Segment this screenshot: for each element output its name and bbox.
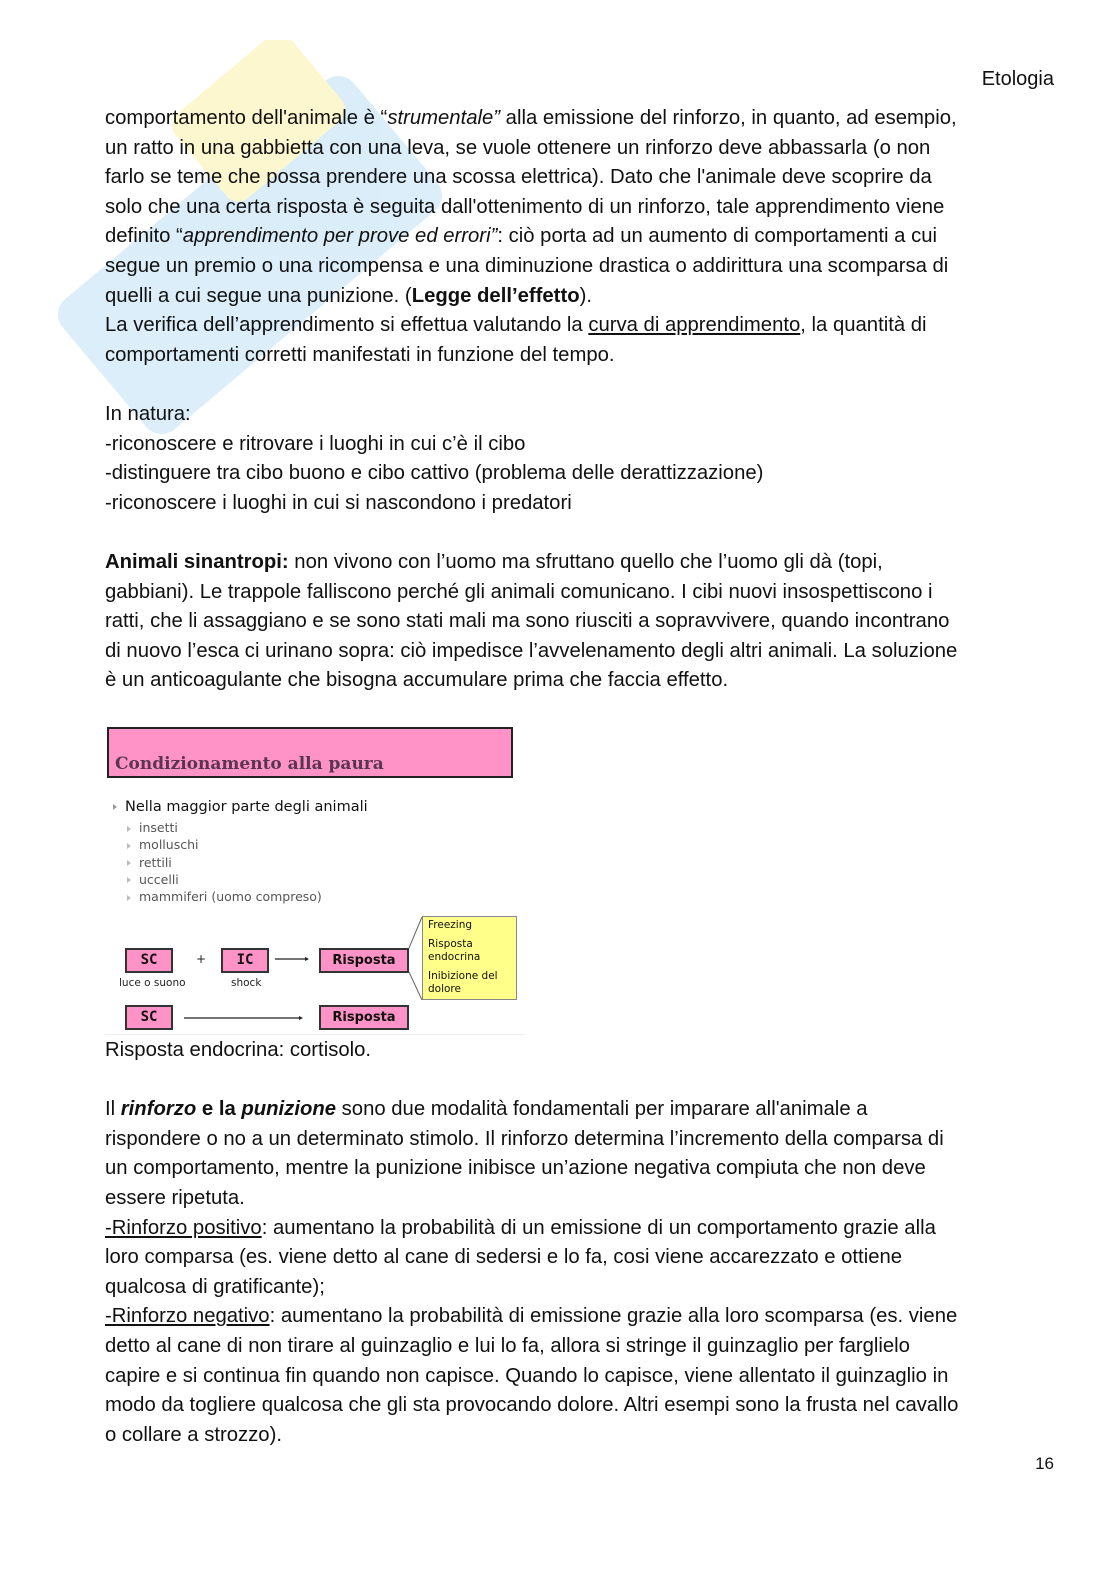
text-span: ). <box>579 284 592 307</box>
text-line <box>105 1421 1065 1451</box>
text-span: quelli a cui segue una punizione. ( <box>105 284 412 307</box>
text-line <box>105 548 1065 578</box>
ic-box: IC <box>221 948 269 973</box>
text-line <box>105 370 1065 400</box>
text-span: gabbiani). Le trappole falliscono perché gli animali comunicano. I cibi nuovi insospettiscono i <box>105 580 933 603</box>
text-line <box>105 1066 1065 1096</box>
text-line <box>105 104 1065 134</box>
body-text-bottom <box>105 1036 1065 1450</box>
text-line <box>105 1095 1065 1125</box>
response-box: Risposta <box>319 948 409 973</box>
response-box-2: Risposta <box>319 1005 409 1030</box>
text-line <box>105 518 1065 548</box>
document-header: Etologia <box>981 68 1054 90</box>
sub-bullet-text: mammiferi (uomo compreso) <box>139 889 322 905</box>
text-line <box>105 1036 1065 1066</box>
text-line <box>105 1391 1065 1421</box>
sc-label: luce o suono <box>119 977 186 989</box>
text-line <box>105 1243 1065 1273</box>
text-span: un ratto in una gabbietta con una leva, se vuole ottenere un rinforzo deve abbassarla (o non <box>105 136 931 159</box>
text-line <box>105 666 1065 696</box>
response-pain-inhibition: Inibizione del dolore <box>428 970 498 995</box>
text-span: è un anticoagulante che bisogna accumulare prima che faccia effetto. <box>105 669 729 692</box>
text-span: essere ripetuta. <box>105 1186 245 1209</box>
text-span: Animali sinantropi: <box>105 550 289 573</box>
text-span: La verifica dell’apprendimento si effettua valutando la <box>105 314 589 337</box>
text-span: Legge dell’effetto <box>411 284 580 307</box>
text-line <box>105 134 1065 164</box>
text-span: farlo se teme che possa prendere una scossa elettrica). Dato che l'animale deve scoprire da <box>105 166 932 189</box>
text-span: un comportamento, mentre la punizione inibisce un’azione negativa compiuta che non deve <box>105 1157 926 1180</box>
text-span: o collare a strozzo). <box>105 1423 282 1446</box>
text-span: ratti, che li assaggiano e se sono stati mali ma sono riusciti a sopravvivere, quando incontrano <box>105 610 950 633</box>
bracket-bottom <box>409 972 422 1000</box>
text-line <box>105 607 1065 637</box>
text-span: modo da togliere qualcosa che gli sta provocando dolore. Altri esempi sono la frusta nel cavallo <box>105 1394 959 1417</box>
sub-bullet-text: uccelli <box>139 871 179 887</box>
text-span: In natura: <box>105 402 191 425</box>
page-number: 16 <box>1035 1454 1054 1473</box>
text-line <box>105 400 1065 430</box>
text-span: qualcosa di gratificante); <box>105 1275 325 1298</box>
text-line <box>105 1154 1065 1184</box>
text-span: sono due modalità fondamentali per imparare all'animale a <box>336 1098 868 1121</box>
response-endocrine: Risposta endocrina <box>428 938 481 963</box>
text-line <box>105 578 1065 608</box>
text-span: curva di apprendimento <box>588 314 801 337</box>
text-line <box>105 193 1065 223</box>
text-line <box>105 222 1065 252</box>
response-freezing: Freezing <box>428 919 473 931</box>
text-span: Il <box>105 1098 121 1121</box>
text-span: segue un premio o una ricompensa e una diminuzione drastica o addirittura una scomparsa di <box>105 254 949 277</box>
fear-conditioning-figure <box>105 722 525 1035</box>
text-span: : aumentano la probabilità di un emissione di un comportamento grazie alla <box>261 1216 936 1239</box>
bracket-top <box>409 917 422 948</box>
text-span: comportamenti corretti manifestati in funzione del tempo. <box>105 343 615 366</box>
text-span: capire e si continua fin quando non capisce. Quando lo capisce, viene allentato il guinzaglio in <box>105 1364 949 1387</box>
ic-label: shock <box>231 977 262 989</box>
text-line <box>105 459 1065 489</box>
text-line <box>105 252 1065 282</box>
text-span: loro comparsa (es. viene detto al cane di sedersi e lo fa, cosi viene accarezzato e ottiene <box>105 1246 903 1269</box>
text-span: alla emissione del rinforzo, in quanto, ad esempio, <box>500 107 957 129</box>
text-span: -Rinforzo negativo <box>105 1305 270 1328</box>
text-span: comportamento dell'animale è “ <box>105 107 388 129</box>
sc-box: SC <box>125 948 173 973</box>
text-span: definito “ <box>105 225 183 248</box>
text-line <box>105 489 1065 519</box>
sc-box-2: SC <box>125 1005 173 1030</box>
text-line <box>105 282 1065 312</box>
sub-bullet-text: molluschi <box>139 837 199 853</box>
text-span: strumentale” <box>387 107 501 129</box>
sub-bullet-text: insetti <box>139 820 178 835</box>
plus-sign: + <box>196 952 207 966</box>
text-line <box>105 1184 1065 1214</box>
text-line <box>105 341 1065 371</box>
text-span: -riconoscere e ritrovare i luoghi in cui c’è il cibo <box>105 432 526 455</box>
text-span: rispondere o no a un determinato stimolo. Il rinforzo determina l’incremento della comparsa di <box>105 1127 944 1150</box>
text-span: rinforzo <box>120 1098 197 1121</box>
text-span: -riconoscere i luoghi in cui si nascondono i predatori <box>105 491 572 514</box>
text-span: solo che una certa risposta è seguita dall'ottenimento di un rinforzo, tale apprendimento viene <box>105 195 945 218</box>
text-span: e la <box>196 1098 242 1121</box>
figure-title: Condizionamento alla paura <box>115 754 384 774</box>
text-span: Risposta endocrina: cortisolo. <box>105 1039 372 1061</box>
text-line <box>105 1125 1065 1155</box>
responses-box <box>422 916 517 1000</box>
text-line <box>105 311 1065 341</box>
body-text-top <box>105 104 1065 696</box>
text-line <box>105 1332 1065 1362</box>
text-span: : ciò porta ad un aumento di comportamenti a cui <box>497 225 937 248</box>
text-span: detto al cane di non tirare al guinzaglio e lui lo fa, allora si stringe il guinzaglio per farglielo <box>105 1334 910 1357</box>
text-span: apprendimento per prove ed errori” <box>182 225 498 248</box>
text-line <box>105 1273 1065 1303</box>
text-span: di nuovo l’esca ci urinano sopra: ciò impedisce l’avvelenamento degli altri animali. La soluzione <box>105 639 958 662</box>
text-span: -Rinforzo positivo <box>105 1216 262 1239</box>
text-line <box>105 1302 1065 1332</box>
text-line <box>105 163 1065 193</box>
text-line <box>105 430 1065 460</box>
text-span: : aumentano la probabilità di emissione grazie alla loro scomparsa (es. viene <box>269 1305 958 1328</box>
text-span: -distinguere tra cibo buono e cibo cattivo (problema delle derattizzazione) <box>105 462 764 485</box>
text-line <box>105 1214 1065 1244</box>
text-line <box>105 1362 1065 1392</box>
text-span: , la quantità di <box>800 314 927 337</box>
text-line <box>105 637 1065 667</box>
text-span: non vivono con l’uomo ma sfruttano quello che l’uomo gli dà (topi, <box>288 550 883 573</box>
text-span: punizione <box>241 1098 337 1121</box>
sub-bullet-text: rettili <box>139 854 172 870</box>
main-bullet-text: Nella maggior parte degli animali <box>125 799 368 815</box>
